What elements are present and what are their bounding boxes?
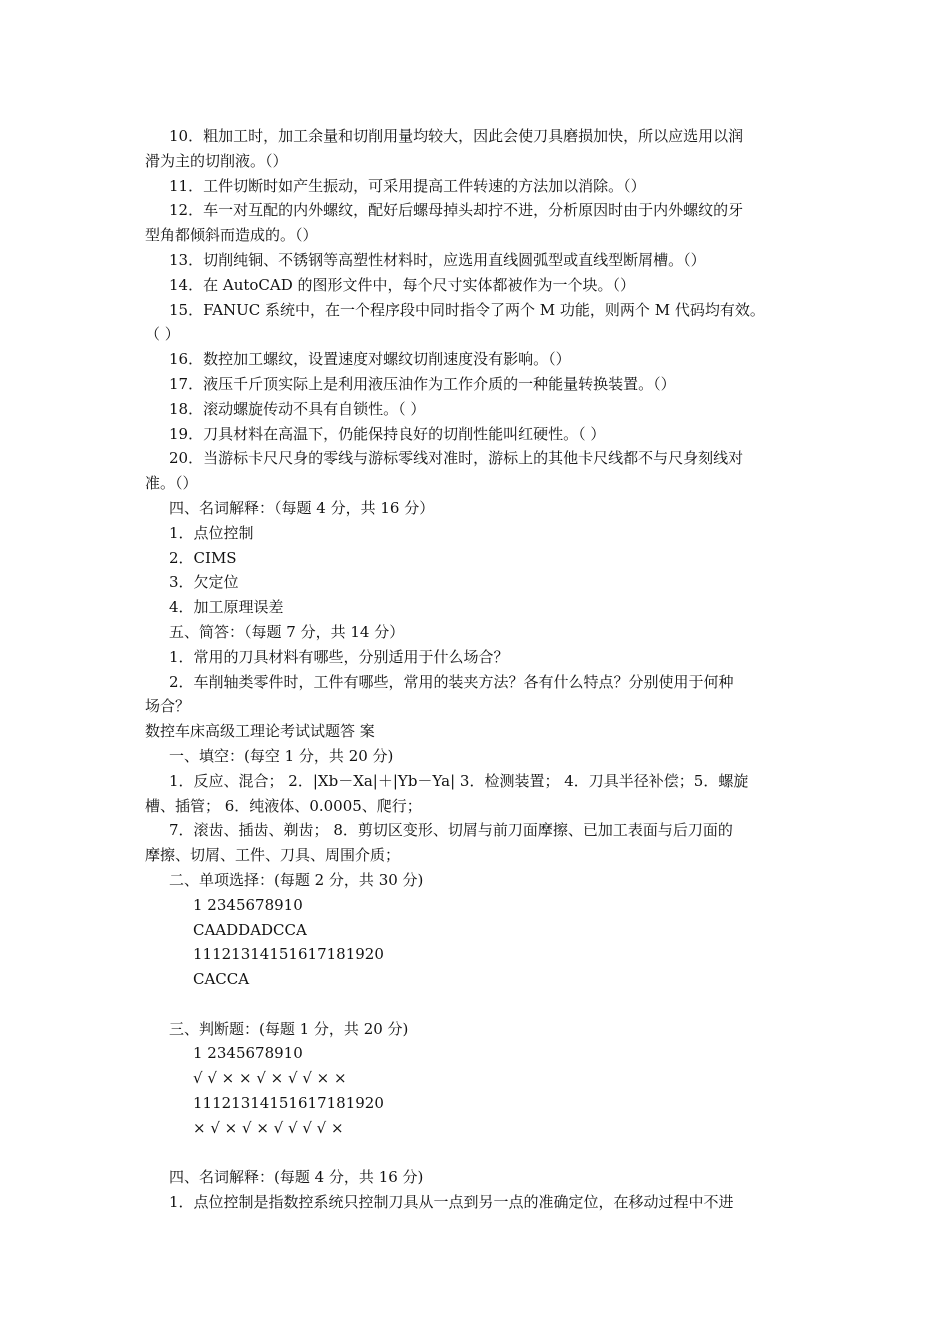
text-line: 1．点位控制 <box>169 523 254 542</box>
text-line: CAADDADCCA <box>193 920 307 939</box>
text-line: 数控车床高级工理论考试试题答 案 <box>145 722 375 741</box>
text-line: 四、名词解释：(每题 4 分，共 16 分) <box>169 1168 424 1187</box>
text-line: 滑为主的切削液。（） <box>145 151 288 170</box>
text-line: 11．工件切断时如产生振动，可采用提高工件转速的方法加以消除。（） <box>169 176 646 195</box>
blank-line <box>145 1141 817 1166</box>
text-line: 17．液压千斤顶实际上是利用液压油作为工作介质的一种能量转换装置。（） <box>169 374 676 393</box>
text-line: 4．加工原理误差 <box>169 598 284 617</box>
text-line: 槽、插管； 6．纯液体、0.0005、爬行； <box>145 796 422 815</box>
text-line: 15．FANUC 系统中，在一个程序段中同时指令了两个 M 功能，则两个 M 代码均有效。 <box>169 300 765 319</box>
text-line: 1．常用的刀具材料有哪些，分别适用于什么场合？ <box>169 647 509 666</box>
text-line: 准。（） <box>145 474 198 493</box>
text-line: 14．在 AutoCAD 的图形文件中，每个尺寸实体都被作为一个块。（） <box>169 275 636 294</box>
text-line: 1 2345678910 <box>193 1044 303 1063</box>
text-line: 三、判断题：(每题 1 分，共 20 分) <box>169 1019 409 1038</box>
text-line: 20．当游标卡尺尺身的零线与游标零线对准时，游标上的其他卡尺线都不与尺身刻线对 <box>169 449 744 468</box>
text-line: 2．CIMS <box>169 548 237 567</box>
text-line: 1．点位控制是指数控系统只控制刀具从一点到另一点的准确定位，在移动过程中不进 <box>169 1193 734 1212</box>
text-line: 1．反应、混合； 2．|Xb－Xa|＋|Yb－Ya| 3．检测装置； 4．刀具半径补偿；5．螺旋 <box>169 771 749 790</box>
text-line: 3．欠定位 <box>169 573 239 592</box>
text-line: 二、单项选择：(每题 2 分，共 30 分) <box>169 870 424 889</box>
text-line: 10．粗加工时，加工余量和切削用量均较大，因此会使刀具磨损加快，所以应选用以润 <box>169 127 744 145</box>
text-line: 19．刀具材料在高温下，仍能保持良好的切削性能叫红硬性。（ ） <box>169 424 606 443</box>
text-line: 11121314151617181920 <box>193 1094 384 1113</box>
text-line: 场合？ <box>145 697 191 716</box>
text-line: √ √ × × √ × √ √ × × <box>193 1069 347 1088</box>
text-line: × √ × √ × √ √ √ √ × <box>193 1118 344 1137</box>
blank-line <box>145 992 817 1017</box>
text-line: CACCA <box>193 970 250 989</box>
text-line: 五、简答：（每题 7 分，共 14 分） <box>169 622 405 641</box>
text-line: 7．滚齿、插齿、剃齿； 8．剪切区变形、切屑与前刀面摩擦、已加工表面与后刀面的 <box>169 821 733 840</box>
text-line: 型角都倾斜而造成的。（） <box>145 226 318 245</box>
text-line: 2．车削轴类零件时，工件有哪些，常用的装夹方法？各有什么特点？分别使用于何种 <box>169 672 734 691</box>
text-line: （ ） <box>145 325 180 344</box>
text-line: 18．滚动螺旋传动不具有自锁性。（ ） <box>169 399 426 418</box>
text-line: 四、名词解释：（每题 4 分，共 16 分） <box>169 498 435 517</box>
text-line: 一、填空：(每空 1 分，共 20 分) <box>169 746 394 765</box>
text-line: 摩擦、切屑、工件、刀具、周围介质； <box>145 846 401 865</box>
text-line: 12．车一对互配的内外螺纹，配好后螺母掉头却拧不进，分析原因时由于内外螺纹的牙 <box>169 201 744 220</box>
text-line: 13．切削纯铜、不锈钢等高塑性材料时，应选用直线圆弧型或直线型断屑槽。（） <box>169 250 706 269</box>
text-line: 1 2345678910 <box>193 895 303 914</box>
text-line: 11121314151617181920 <box>193 945 384 964</box>
text-line: 16．数控加工螺纹，设置速度对螺纹切削速度没有影响。（） <box>169 350 571 369</box>
document-page <box>145 124 817 1215</box>
